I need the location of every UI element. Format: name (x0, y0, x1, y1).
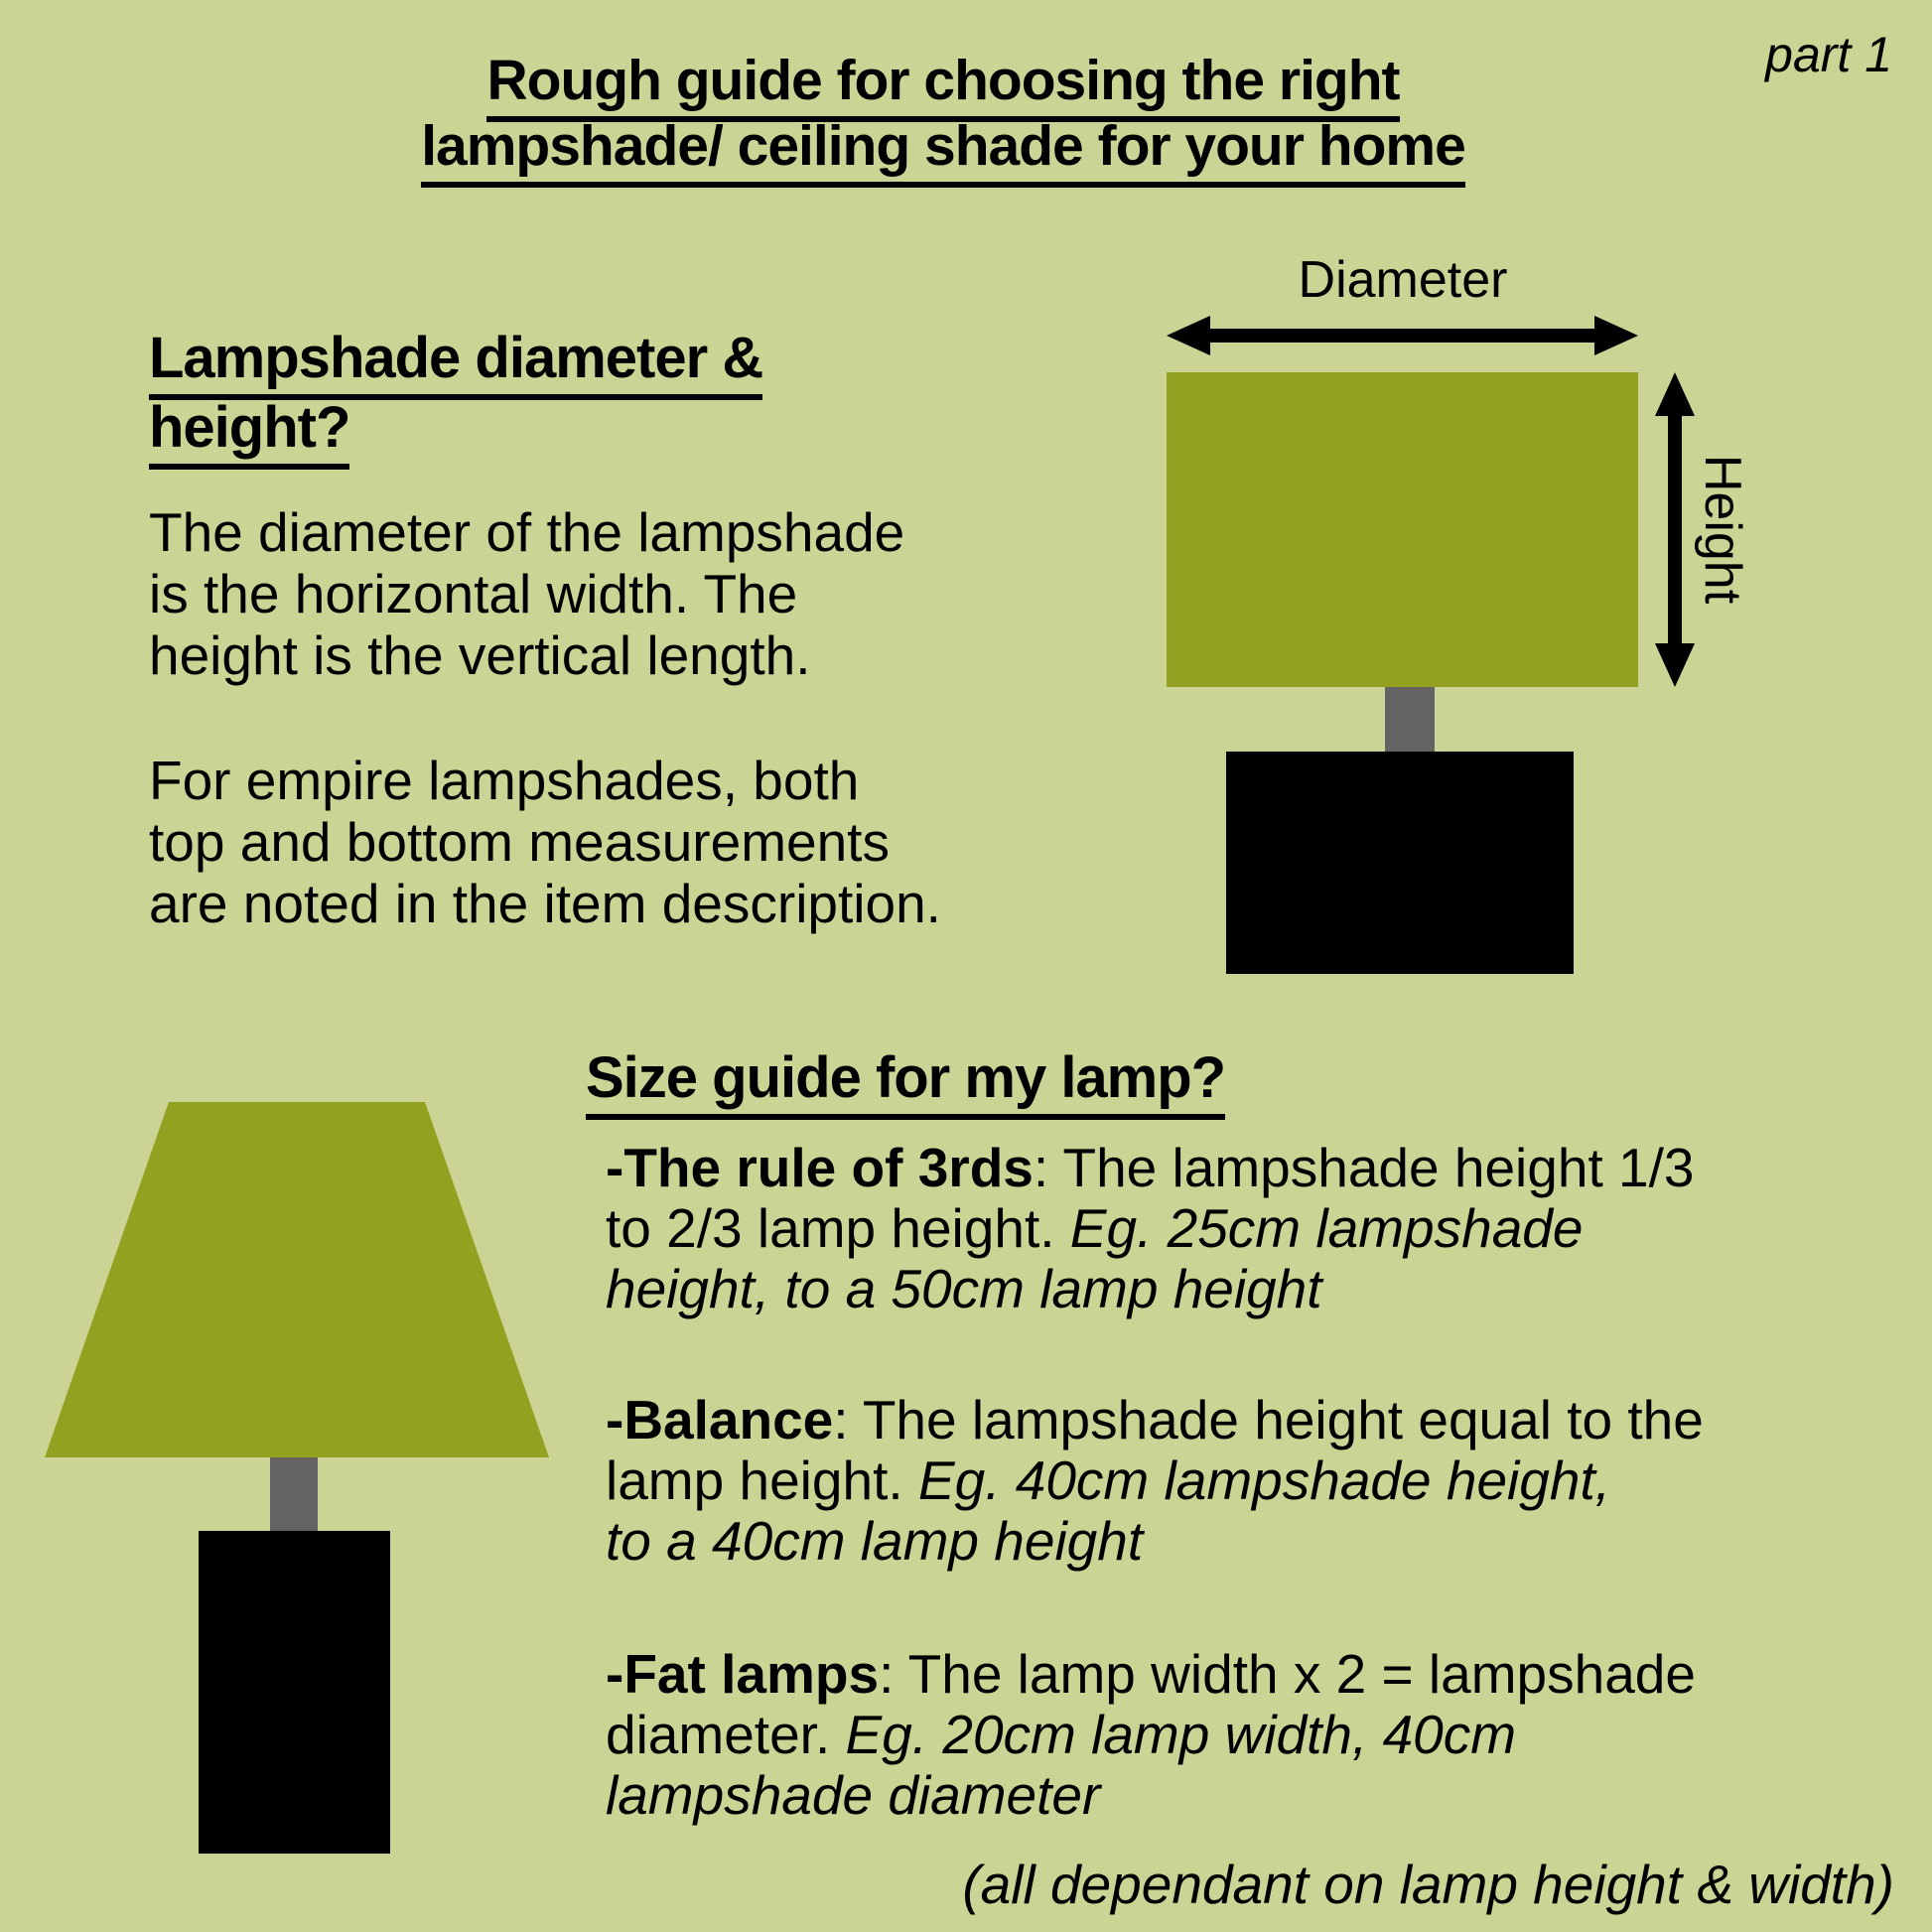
bullet-italic-text: Eg. 25cm lampshade (1069, 1197, 1584, 1259)
bullet-line (606, 1198, 1926, 1259)
bullet-regular-text: diameter. (606, 1704, 846, 1765)
lamp-stem-shape (1385, 687, 1435, 752)
bullet-regular-text: to 2/3 lamp height. (606, 1197, 1070, 1259)
bullet-line (606, 1765, 1926, 1826)
bullet-italic-text: Eg. 40cm lampshade height, (917, 1449, 1611, 1511)
paragraph-line: The diameter of the lampshade (149, 501, 905, 563)
size-guide-heading: Size guide for my lamp? (586, 1044, 1225, 1111)
rule-of-3rds-item (606, 1138, 1926, 1319)
part-label: part 1 (1765, 27, 1892, 82)
height-label: Height (1694, 454, 1751, 605)
intro-heading-line-2: height? (149, 393, 762, 463)
bullet-bold-text: -Balance (606, 1389, 834, 1450)
intro-heading (149, 324, 762, 463)
bullet-line (606, 1259, 1926, 1319)
bullet-regular-text: : The lampshade height equal to the (833, 1389, 1704, 1450)
paragraph-line: is the horizontal width. The (149, 563, 798, 624)
paragraph-line: are noted in the item description. (149, 873, 941, 934)
intro-paragraph-diameter (149, 501, 904, 686)
page-title (248, 48, 1638, 179)
bullet-line (606, 1705, 1926, 1765)
bullet-line (606, 1511, 1926, 1572)
bullet-italic-text: height, to a 50cm lamp height (606, 1258, 1322, 1319)
bullet-italic-text: lampshade diameter (606, 1764, 1101, 1826)
bullet-line (606, 1450, 1926, 1511)
balance-item (606, 1390, 1926, 1572)
bullet-regular-text: : The lampshade height 1/3 (1033, 1137, 1695, 1198)
diameter-label: Diameter (1298, 251, 1508, 309)
bullet-italic-text: Eg. 20cm lamp width, 40cm (845, 1704, 1517, 1765)
paragraph-line: top and bottom measurements (149, 811, 890, 873)
bullet-line (606, 1138, 1926, 1198)
arrow-down-head (1655, 643, 1695, 687)
bullet-line (606, 1390, 1926, 1450)
arrow-bar (1204, 329, 1600, 343)
intro-paragraph-empire (149, 750, 941, 934)
dependency-note: (all dependant on lamp height & width) (962, 1854, 1894, 1915)
paragraph-line: height is the vertical length. (149, 624, 811, 686)
arrow-right-head (1594, 316, 1638, 355)
lamp-base-shape (1226, 752, 1574, 974)
page-title-line-1: Rough guide for choosing the right (248, 48, 1638, 113)
height-arrow-icon (1653, 372, 1697, 687)
bullet-bold-text: -Fat lamps (606, 1643, 880, 1705)
page-title-line-2: lampshade/ ceiling shade for your home (248, 113, 1638, 179)
rectangle-lampshade-shape (1167, 372, 1638, 687)
lamp-base-shape (199, 1531, 390, 1854)
bullet-line (606, 1644, 1926, 1705)
intro-heading-line-1: Lampshade diameter & (149, 324, 762, 393)
lamp-stem-shape (270, 1457, 318, 1531)
fat-lamps-item (606, 1644, 1926, 1826)
paragraph-line: For empire lampshades, both (149, 750, 860, 811)
diameter-arrow-icon (1167, 316, 1638, 355)
bullet-regular-text: lamp height. (606, 1449, 918, 1511)
bullet-regular-text: : The lamp width x 2 = lampshade (879, 1643, 1696, 1705)
arrow-bar (1668, 410, 1682, 649)
bullet-italic-text: to a 40cm lamp height (606, 1510, 1144, 1572)
trapezoid-lampshade-shape (45, 1102, 549, 1457)
bullet-bold-text: -The rule of 3rds (606, 1137, 1034, 1198)
